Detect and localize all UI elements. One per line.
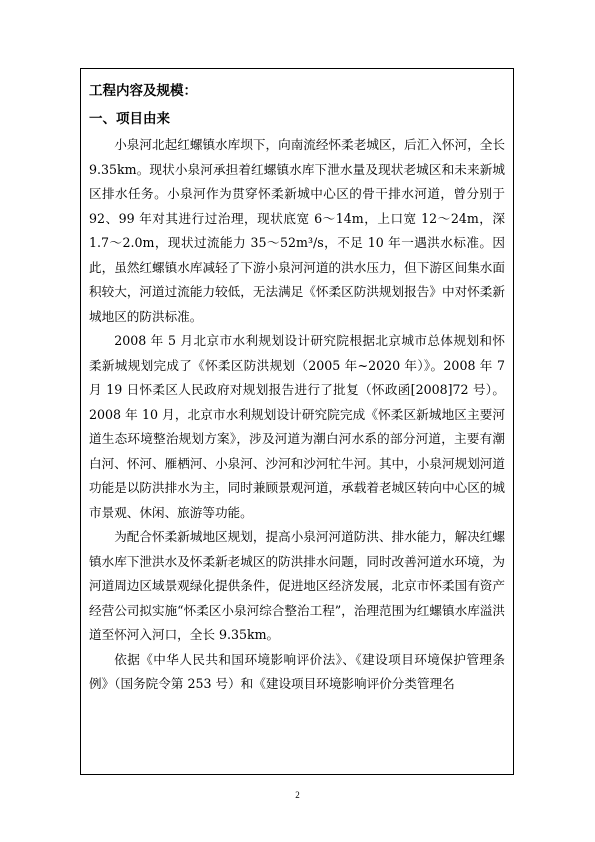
document-heading: 工程内容及规模： bbox=[89, 83, 197, 99]
paragraph: 为配合怀柔新城地区规划，提高小泉河河道防洪、排水能力，解决红螺镇水库下泄洪水及怀柔新老城区的防洪排水问题，同时改善河道水环境，为河道周边区域景观绿化提供条件，促进地区经济发展，北京市怀柔国有资产经营公司拟实施“怀柔区小泉河综合整治工程”，治理范围为红螺镇水库溢洪道至怀河入河口，全长 9.35km。 bbox=[89, 529, 505, 642]
paragraph: 依据《中华人民共和国环境影响评价法》、《建设项目环境保护管理条例》（国务院令第 253 号）和《建设项目环境影响评价分类管理名 bbox=[89, 651, 505, 691]
paragraph: 2008 年 5 月北京市水利规划设计研究院根据北京城市总体规划和怀柔新城规划完成了《怀柔区防洪规划（2005 年~2020 年）》。2008 年 7 月 19 日怀柔区人民政府对规划报告进行了批复（怀政函[2008]72 号）。2008 年 10 月，北京市水利规划设计研究院完成《怀柔区新城地区主要河道生态环境整治规划方案》，涉及河道为潮白河水系的部分河道，主要有潮白河、怀河、雁栖河、小泉河、沙河和沙河牤牛河。其中，小泉河规划河道功能是以防洪排水为主，同时兼顾景观河道，承载着老城区转向中心区的城市景观、休闲、旅游等功能。 bbox=[89, 333, 505, 520]
section-title: 一、项目由来 bbox=[89, 111, 170, 127]
paragraph: 小泉河北起红螺镇水库坝下，向南流经怀柔老城区，后汇入怀河，全长 9.35km。现状小泉河承担着红螺镇水库下泄水量及现状老城区和未来新城区排水任务。小泉河作为贯穿怀柔新城中心区的骨干排水河道，曾分别于 92、99 年对其进行过治理，现状底宽 6～14m，上口宽 12～24m，深 1.7～2.0m，现状过流能力 35～52m³/s，不足 10 年一遇洪水标准。因此，虽然红螺镇水库减轻了下游小泉河河道的洪水压力，但下游区间集水面积较大，河道过流能力较低，无法满足《怀柔区防洪规划报告》中对怀柔新城地区的防洪标准。 bbox=[89, 137, 505, 324]
page-number: 2 bbox=[295, 790, 300, 800]
content-table-cell bbox=[80, 68, 514, 775]
